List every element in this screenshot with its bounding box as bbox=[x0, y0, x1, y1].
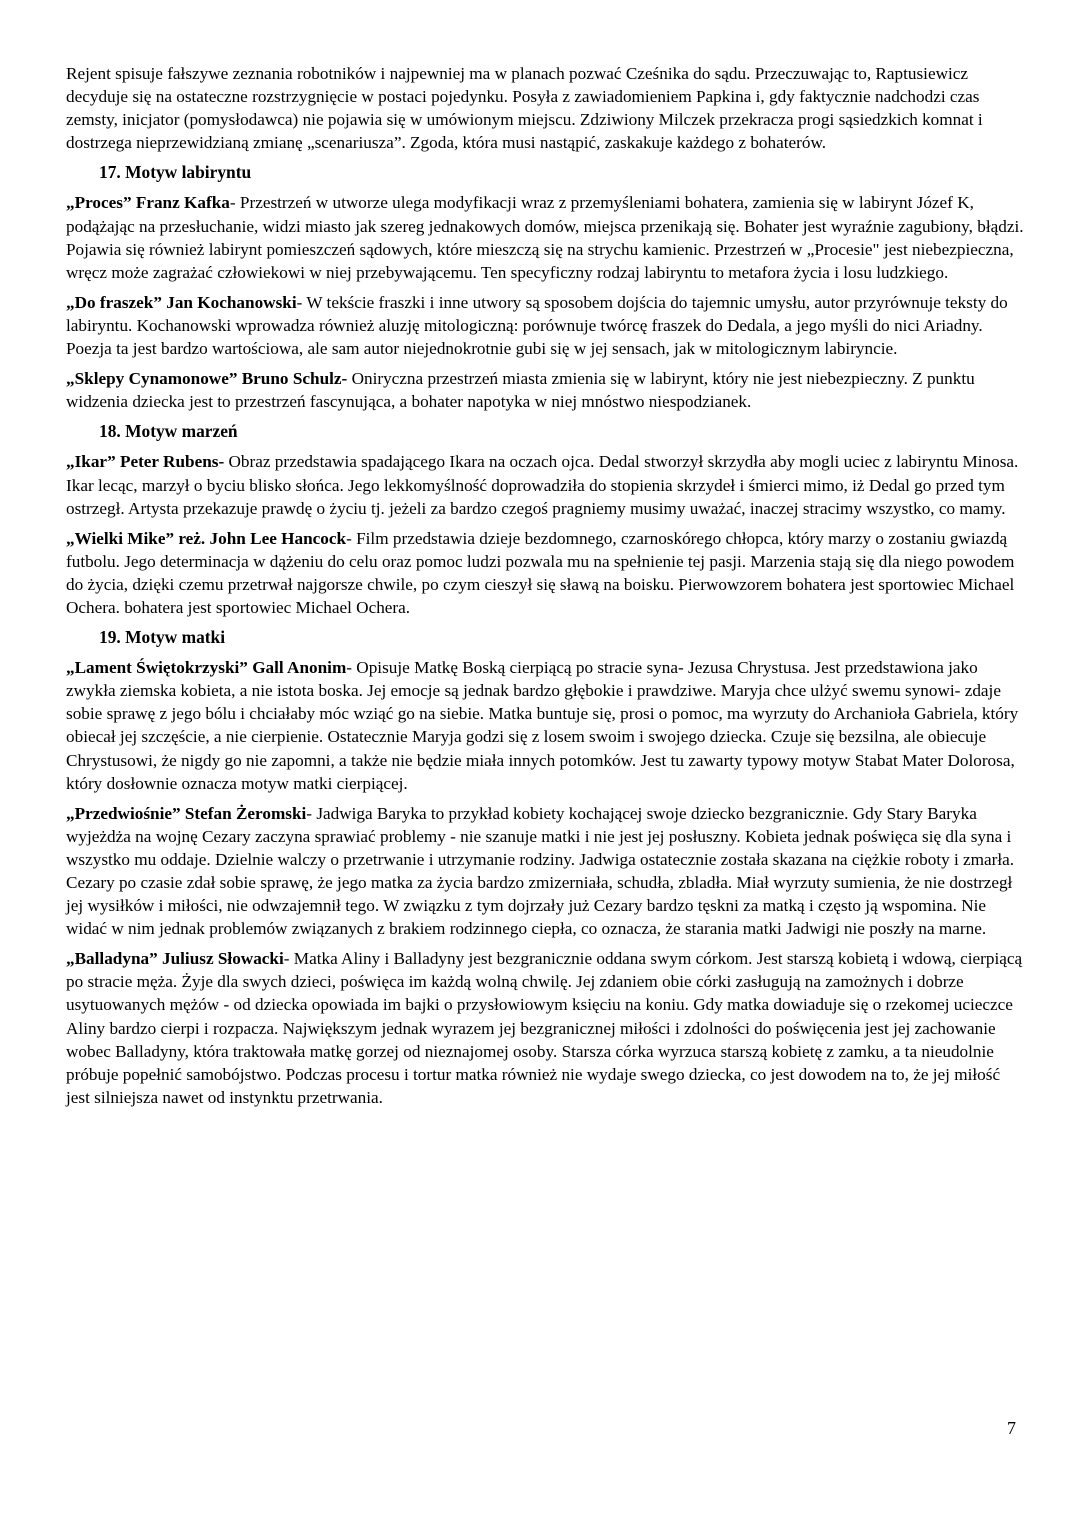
entry-text: Oniryczna przestrzeń miasta zmienia się w labirynt, który nie jest niebezpieczny. Z punktu widzenia dziecka jest to przestrzeń fascynująca, a bohater napotyka w niej mnóstwo niespodzianek. bbox=[66, 369, 975, 412]
entry-text: - W tekście fraszki i inne utwory są sposobem dojścia do tajemnic umysłu, autor przyrównuje teksty do labiryntu. Kochanowski wprowadza również aluzję mitologiczną: porównuje twórcę fraszek do Dedala, a jego myśli do nici Ariadny. Poezja ta jest bardzo wartościowa, ale sam autor niejednokrotnie gubi się w jej sensach, jak w mitologicznym labiryncie. bbox=[66, 292, 1008, 359]
entry-paragraph bbox=[66, 947, 1026, 1109]
entry-text: Obraz przedstawia spadającego Ikara na oczach ojca. Dedal stworzył skrzydła aby mogli uciec z labiryntu Minosa. Ikar lecąc, marzył o byciu blisko słońca. Jego lekkomyślność doprowadziła do stopienia skrzydeł i śmierci mimo, iż Dedal go przed tym ostrzegł. Artysta przekazuje prawdę o życiu tj. jeżeli za bardzo czegoś pragniemy musimy uważać, inaczej stracimy wszystko, co mamy. bbox=[66, 452, 1019, 518]
entry-title: „Ikar” Peter Rubens- bbox=[66, 452, 225, 472]
section-heading-dreams: 18. Motyw marzeń bbox=[99, 421, 238, 442]
entry-title: „Do fraszek” Jan Kochanowski bbox=[66, 292, 297, 312]
entry-paragraph bbox=[66, 367, 1026, 413]
entry-text: - Film przedstawia dzieje bezdomnego, czarnoskórego chłopca, który marzy o zostaniu gwiazdą futbolu. Jego determinacja w dążeniu do celu oraz pomoc ludzi pozwala mu na spełnienie tej pasji. Marzenia stają się dla niego powodem do życia, dzięki czemu przetrwał najgorsze chwile, po czym cieszył się sławą na boisku. Pierwowzorem bohatera jest sportowiec Michael Ochera. bohatera jest sportowiec Michael Ochera. bbox=[66, 528, 1015, 617]
entry-text: - Matka Aliny i Balladyny jest bezgranicznie oddana swym córkom. Jest starszą kobietą i wdową, cierpiącą po stracie męża. Żyje dla swych dzieci, poświęca im każdą wolną chwilę. Jej zdaniem obie córki zasługują na zamożnych i dobrze usytuowanych mężów - od dziecka opowiada im bajki o przysłowiowym księciu na koniu. Gdy matka dowiaduje się o rzekomej ucieczce Aliny bardzo cierpi i rozpacza. Największym jednak wyrazem jej bezgranicznej miłości i zdolności do poświęcenia jest jej zachowanie wobec Balladyny, która traktowała matkę gorzej od nieznajomej osoby. Starsza córka wyrzuca starszą kobietę z zamku, a ta nieudolnie próbuje popełnić samobójstwo. Podczas procesu i tortur matka również nie wydaje swego dziecka, co jest dowodem na to, że jej miłość jest silniejsza nawet od instynktu przetrwania. bbox=[66, 949, 1023, 1107]
entry-title: „Proces” Franz Kafka bbox=[66, 193, 230, 213]
entry-text: - Jadwiga Baryka to przykład kobiety kochającej swoje dziecko bezgranicznie. Gdy Stary Baryka wyjeżdża na wojnę Cezary zaczyna sprawiać problemy - nie szanuje matki i nie jest jej posłuszny. Kobieta jednak poświęca się dla syna i wszystko mu oddaje. Dzielnie walczy o przetrwanie i utrzymanie rodziny. Jadwiga ostatecznie została skazana na ciężkie roboty i zmarła. Cezary po czasie zdał sobie sprawę, że jego matka za życia bardzo zmizerniała, schudła, zbladła. Miał wyrzuty sumienia, że nie dostrzegł jej wysiłków i miłości, nie odwzajemnił tego. W związku z tym dojrzały już Cezary bardzo tęskni za matką i często ją wspomina. Nie widać w nim jednak problemów związanych z brakiem rodzinnego ciepła, co oznacza, że starania matki Jadwigi nie poszły na marne. bbox=[66, 803, 1015, 939]
entry-title: „Balladyna” Juliusz Słowacki bbox=[66, 949, 284, 969]
document-page bbox=[66, 62, 1026, 1116]
entry-paragraph bbox=[66, 656, 1026, 795]
entry-title: „Przedwiośnie” Stefan Żeromski bbox=[66, 803, 307, 823]
entry-paragraph bbox=[66, 527, 1026, 619]
entry-text: - Opisuje Matkę Boską cierpiącą po stracie syna- Jezusa Chrystusa. Jest przedstawiona jako zwykła ziemska kobieta, a nie istota boska. Jej emocje są jednak bardzo głębokie i prawdziwe. Maryja chce ulżyć swemu synowi- zdaje sobie sprawę z jego bólu i chciałaby móc wziąć go na siebie. Matka buntuje się, prosi o pomoc, ma wyrzuty do Archanioła Gabriela, który obiecał jej szczęście, a nie cierpienie. Ostatecznie Maryja godzi się z losem swoim i swojego dziecka. Czuje się bezsilna, ale obiecuje Chrystusowi, że nigdy go nie zapomni, a także nie będzie miała innych potomków. Jest tu zawarty typowy motyw Stabat Mater Dolorosa, który dosłownie oznacza motyw matki cierpiącej. bbox=[66, 658, 1019, 793]
entry-paragraph bbox=[66, 291, 1026, 360]
entry-paragraph bbox=[66, 802, 1026, 941]
section-heading-mother: 19. Motyw matki bbox=[99, 627, 226, 648]
section-heading-labyrinth: 17. Motyw labiryntu bbox=[99, 162, 252, 183]
page-number: 7 bbox=[1007, 1418, 1016, 1438]
entry-paragraph bbox=[66, 450, 1026, 519]
entry-text: - Przestrzeń w utworze ulega modyfikacji wraz z przemyśleniami bohatera, zamienia się w labirynt Józef K, podążając na przesłuchanie, widzi miasto jak szereg jednakowych domów, miejsca przenikają się. Bohater jest wyraźnie zagubiony, błądzi. Pojawia się również labirynt pomieszczeń sądowych, które mieszczą się na strychu kamienic. Przestrzeń w „Procesie" jest niebezpieczna, wręcz może zagrażać człowiekowi w niej przebywającemu. Ten specyficzny rodzaj labiryntu to metafora życia i losu ludzkiego. bbox=[66, 193, 1024, 282]
entry-title: „Lament Świętokrzyski” Gall Anonim bbox=[66, 658, 347, 678]
intro-paragraph: Rejent spisuje fałszywe zeznania robotników i najpewniej ma w planach pozwać Cześnika do sądu. Przeczuwając to, Raptusiewicz decyduje się na ostateczne rozstrzygnięcie w postaci pojedynku. Posyła z zawiadomieniem Papkina i, gdy faktycznie nadchodzi czas zemsty, inicjator (pomysłodawca) nie pojawia się w umówionym miejscu. Zdziwiony Milczek przekracza progi sąsiedzkich komnat i dostrzega nieprzewidzianą zmianę „scenariusza”. Zgoda, która musi nastąpić, zaskakuje każdego z bohaterów. bbox=[66, 64, 983, 153]
entry-paragraph bbox=[66, 191, 1026, 283]
entry-title: „Wielki Mike” reż. John Lee Hancock bbox=[66, 528, 347, 548]
entry-title: „Sklepy Cynamonowe” Bruno Schulz- bbox=[66, 369, 348, 389]
